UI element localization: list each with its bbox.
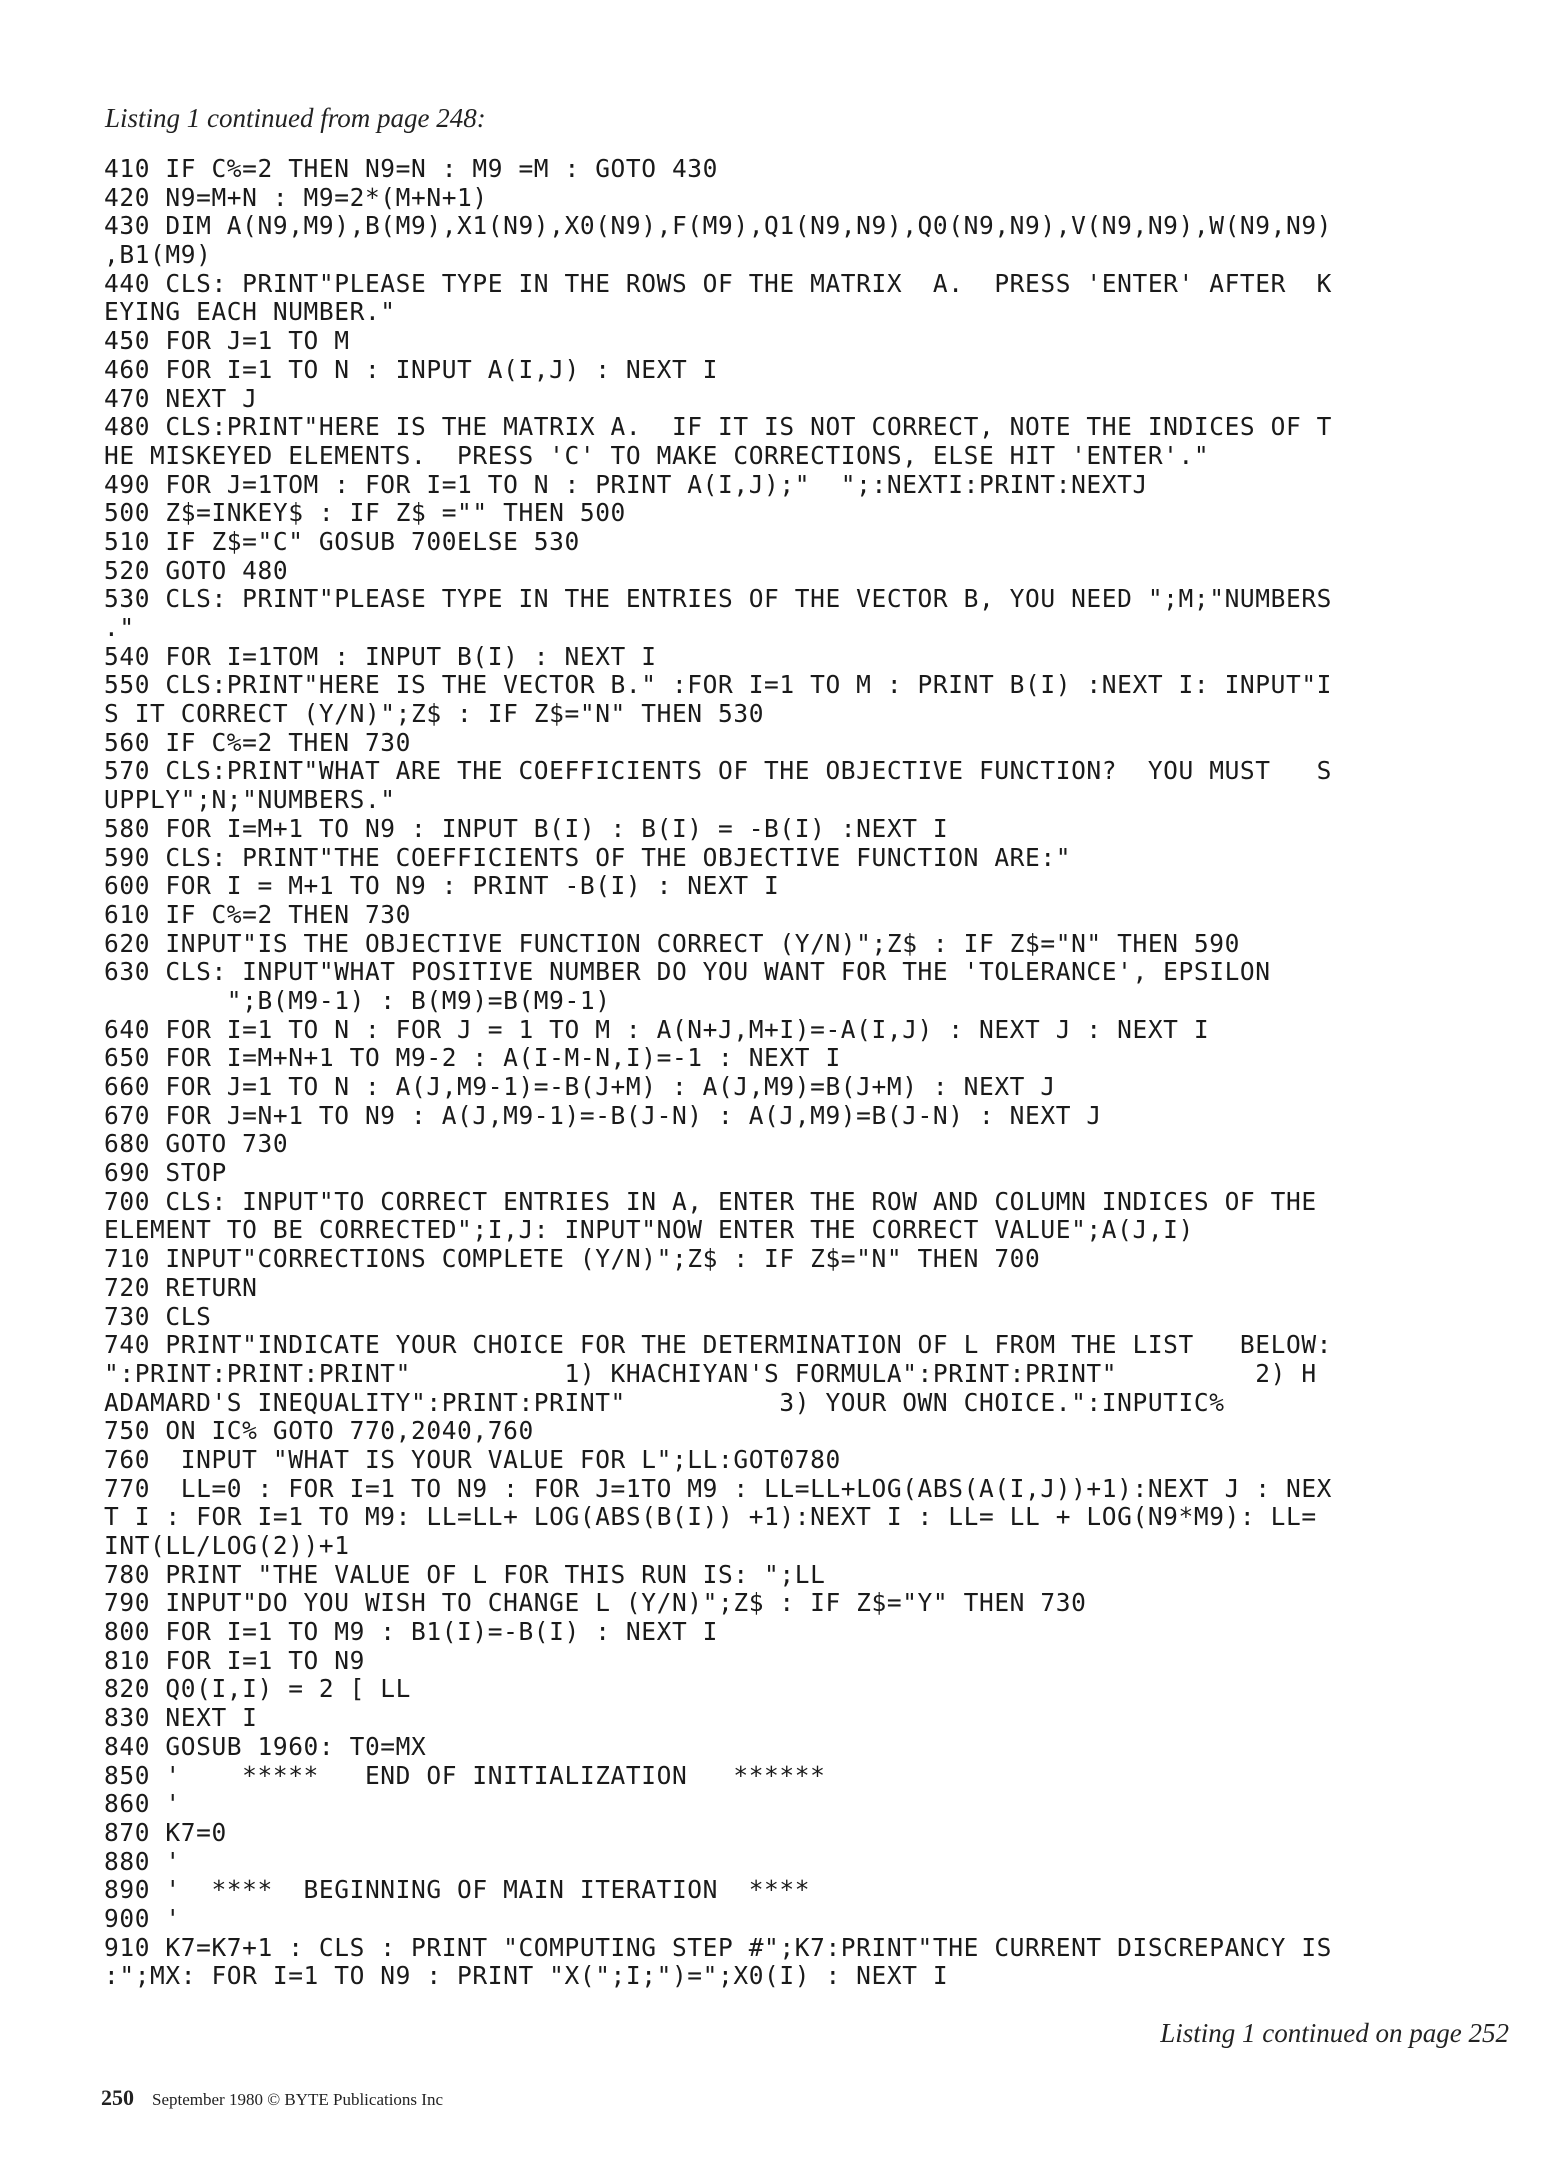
- code-line: HE MISKEYED ELEMENTS. PRESS 'C' TO MAKE CORRECTIONS, ELSE HIT 'ENTER'.": [104, 440, 1210, 470]
- code-line: 820 Q0(I,I) = 2 [ LL: [104, 1674, 412, 1704]
- code-line: 790 INPUT"DO YOU WISH TO CHANGE L (Y/N)";Z$ : IF Z$="Y" THEN 730: [104, 1588, 1087, 1618]
- code-line: 690 STOP: [104, 1158, 227, 1188]
- code-line: 620 INPUT"IS THE OBJECTIVE FUNCTION CORRECT (Y/N)";Z$ : IF Z$="N" THEN 590: [104, 928, 1240, 958]
- code-line: 490 FOR J=1TOM : FOR I=1 TO N : PRINT A(I,J);" ";:NEXTI:PRINT:NEXTJ: [104, 469, 1148, 499]
- code-line: T I : FOR I=1 TO M9: LL=LL+ LOG(ABS(B(I)) +1):NEXT I : LL= LL + LOG(N9*M9): LL=: [104, 1502, 1317, 1532]
- code-line: 740 PRINT"INDICATE YOUR CHOICE FOR THE DETERMINATION OF L FROM THE LIST BELOW:: [104, 1330, 1333, 1360]
- code-line: 480 CLS:PRINT"HERE IS THE MATRIX A. IF IT IS NOT CORRECT, NOTE THE INDICES OF T: [104, 412, 1333, 442]
- code-line: 870 K7=0: [104, 1817, 227, 1847]
- code-line: 650 FOR I=M+N+1 TO M9-2 : A(I-M-N,I)=-1 : NEXT I: [104, 1043, 841, 1073]
- code-line: 580 FOR I=M+1 TO N9 : INPUT B(I) : B(I) = -B(I) :NEXT I: [104, 813, 949, 843]
- code-line: 750 ON IC% GOTO 770,2040,760: [104, 1416, 534, 1446]
- continued-on-note: Listing 1 continued on page 252: [1160, 2018, 1509, 2048]
- code-line: S IT CORRECT (Y/N)";Z$ : IF Z$="N" THEN 530: [104, 699, 765, 729]
- code-line: 440 CLS: PRINT"PLEASE TYPE IN THE ROWS OF THE MATRIX A. PRESS 'ENTER' AFTER K: [104, 268, 1333, 298]
- page-footer: [101, 2085, 443, 2111]
- code-line: 760 INPUT "WHAT IS YOUR VALUE FOR L";LL:GOT0780: [104, 1444, 841, 1474]
- publication-credit: September 1980 © BYTE Publications Inc: [152, 2090, 444, 2109]
- code-listing: [104, 155, 1534, 1991]
- code-line: 570 CLS:PRINT"WHAT ARE THE COEFFICIENTS OF THE OBJECTIVE FUNCTION? YOU MUST S: [104, 756, 1333, 786]
- code-line: 410 IF C%=2 THEN N9=N : M9 =M : GOTO 430: [104, 154, 719, 183]
- code-line: 430 DIM A(N9,M9),B(M9),X1(N9),X0(N9),F(M9),Q1(N9,N9),Q0(N9,N9),V(N9,N9),W(N9,N9): [104, 211, 1333, 241]
- code-line: 630 CLS: INPUT"WHAT POSITIVE NUMBER DO YOU WANT FOR THE 'TOLERANCE', EPSILON: [104, 957, 1271, 987]
- code-line: ,B1(M9): [104, 240, 212, 270]
- code-line: 850 ' ***** END OF INITIALIZATION ******: [104, 1760, 826, 1790]
- code-line: 540 FOR I=1TOM : INPUT B(I) : NEXT I: [104, 641, 657, 671]
- code-line: 720 RETURN: [104, 1272, 258, 1302]
- code-line: 780 PRINT "THE VALUE OF L FOR THIS RUN IS: ";LL: [104, 1559, 826, 1589]
- code-line: 880 ': [104, 1846, 181, 1876]
- code-line: 610 IF C%=2 THEN 730: [104, 899, 412, 929]
- code-line: EYING EACH NUMBER.": [104, 297, 396, 327]
- code-line: 830 NEXT I: [104, 1703, 258, 1733]
- code-line: INT(LL/LOG(2))+1: [104, 1531, 350, 1560]
- listing-continued-header: Listing 1 continued from page 248:: [105, 103, 486, 133]
- code-line: 800 FOR I=1 TO M9 : B1(I)=-B(I) : NEXT I: [104, 1617, 719, 1647]
- code-line: 450 FOR J=1 TO M: [104, 326, 350, 356]
- code-line: 500 Z$=INKEY$ : IF Z$ ="" THEN 500: [104, 498, 626, 528]
- code-line: 890 ' **** BEGINNING OF MAIN ITERATION ****: [104, 1875, 811, 1905]
- code-line: 590 CLS: PRINT"THE COEFFICIENTS OF THE OBJECTIVE FUNCTION ARE:": [104, 842, 1072, 872]
- code-line: 710 INPUT"CORRECTIONS COMPLETE (Y/N)";Z$ : IF Z$="N" THEN 700: [104, 1244, 1041, 1274]
- code-line: 420 N9=M+N : M9=2*(M+N+1): [104, 182, 488, 212]
- code-line: 770 LL=0 : FOR I=1 TO N9 : FOR J=1TO M9 : LL=LL+LOG(ABS(A(I,J))+1):NEXT J : NEX: [104, 1473, 1333, 1503]
- code-line: ":PRINT:PRINT:PRINT" 1) KHACHIYAN'S FORMULA":PRINT:PRINT" 2) H: [104, 1358, 1317, 1388]
- code-line: 640 FOR I=1 TO N : FOR J = 1 TO M : A(N+J,M+I)=-A(I,J) : NEXT J : NEXT I: [104, 1014, 1210, 1044]
- code-line: 910 K7=K7+1 : CLS : PRINT "COMPUTING STEP #";K7:PRINT"THE CURRENT DISCREPANCY IS: [104, 1932, 1333, 1962]
- code-line: 600 FOR I = M+1 TO N9 : PRINT -B(I) : NEXT I: [104, 871, 780, 901]
- code-line: 860 ': [104, 1789, 181, 1819]
- code-line: ADAMARD'S INEQUALITY":PRINT:PRINT" 3) YOUR OWN CHOICE.":INPUTIC%: [104, 1387, 1225, 1417]
- code-line: 530 CLS: PRINT"PLEASE TYPE IN THE ENTRIES OF THE VECTOR B, YOU NEED ";M;"NUMBERS: [104, 584, 1333, 614]
- code-line: ";B(M9-1) : B(M9)=B(M9-1): [104, 985, 611, 1015]
- code-line: .": [104, 613, 135, 642]
- code-line: 810 FOR I=1 TO N9: [104, 1645, 365, 1675]
- code-line: 680 GOTO 730: [104, 1129, 289, 1159]
- code-line: UPPLY";N;"NUMBERS.": [104, 785, 396, 815]
- code-line: 510 IF Z$="C" GOSUB 700ELSE 530: [104, 526, 580, 556]
- code-line: ELEMENT TO BE CORRECTED";I,J: INPUT"NOW ENTER THE CORRECT VALUE";A(J,I): [104, 1215, 1194, 1245]
- code-line: 520 GOTO 480: [104, 555, 289, 585]
- code-line: 700 CLS: INPUT"TO CORRECT ENTRIES IN A, ENTER THE ROW AND COLUMN INDICES OF THE: [104, 1186, 1317, 1216]
- code-line: 730 CLS: [104, 1301, 212, 1331]
- code-line: 660 FOR J=1 TO N : A(J,M9-1)=-B(J+M) : A(J,M9)=B(J+M) : NEXT J: [104, 1072, 1056, 1101]
- code-line: 470 NEXT J: [104, 383, 258, 413]
- code-line: 900 ': [104, 1903, 181, 1933]
- code-line: 550 CLS:PRINT"HERE IS THE VECTOR B." :FOR I=1 TO M : PRINT B(I) :NEXT I: INPUT"I: [104, 670, 1333, 700]
- code-line: 560 IF C%=2 THEN 730: [104, 727, 412, 757]
- code-line: 460 FOR I=1 TO N : INPUT A(I,J) : NEXT I: [104, 354, 719, 384]
- code-line: :";MX: FOR I=1 TO N9 : PRINT "X(";I;")=";X0(I) : NEXT I: [104, 1961, 949, 1991]
- code-line: 670 FOR J=N+1 TO N9 : A(J,M9-1)=-B(J-N) : A(J,M9)=B(J-N) : NEXT J: [104, 1100, 1102, 1130]
- code-line: 840 GOSUB 1960: T0=MX: [104, 1731, 427, 1761]
- page-number: 250: [101, 2085, 134, 2110]
